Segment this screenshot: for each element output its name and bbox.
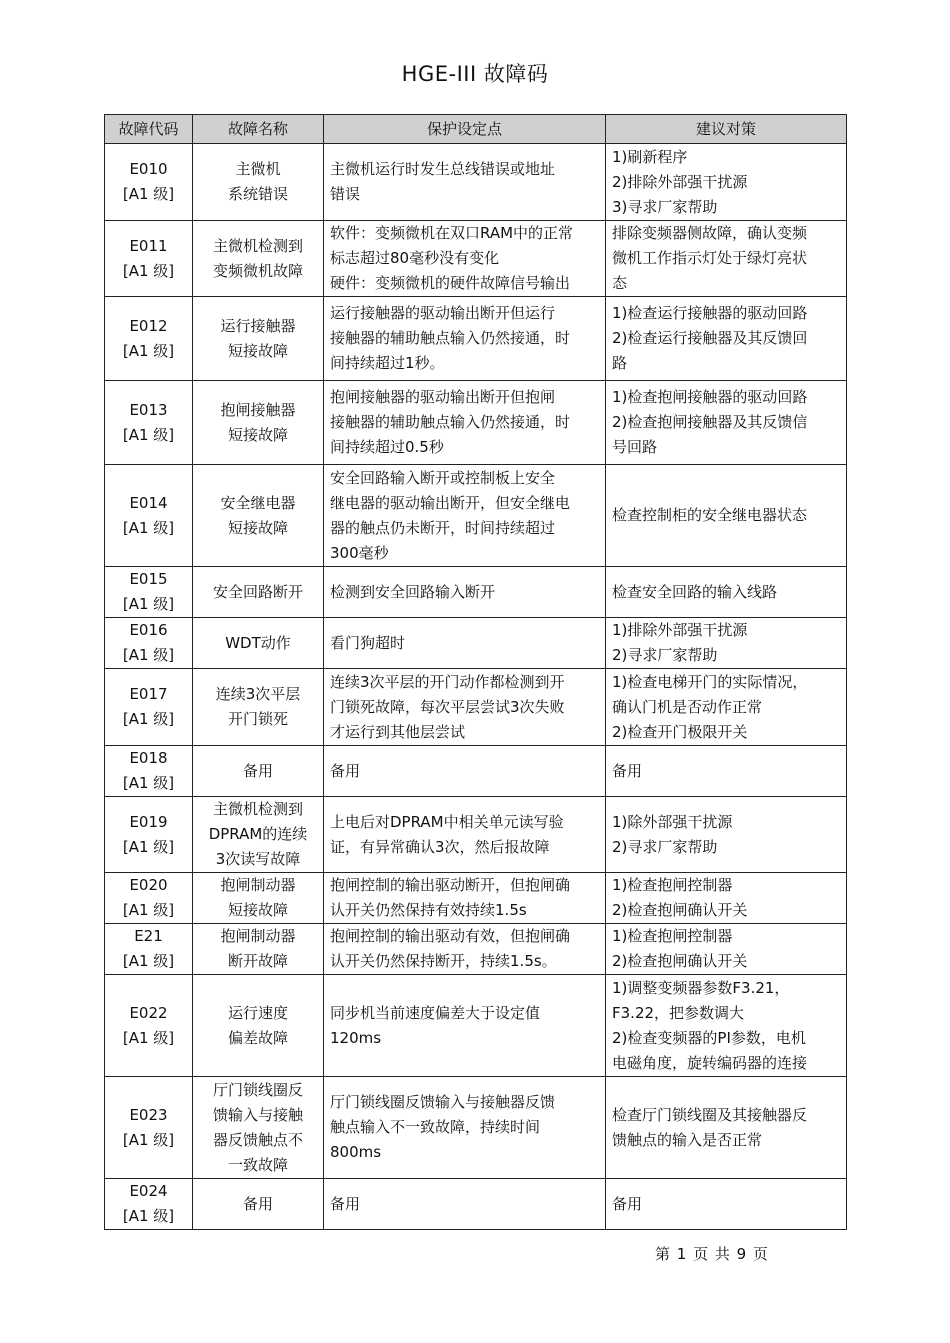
table-row (105, 618, 847, 669)
suggestion-cell (606, 746, 847, 797)
fault-name-line: 器反馈触点不 (212, 1130, 303, 1149)
fault-code-cell (105, 381, 193, 465)
table-row (105, 381, 847, 465)
fault-level: [A1 级] (122, 837, 175, 856)
table-row (105, 975, 847, 1077)
fault-name-cell (193, 618, 324, 669)
protection-point-cell (324, 567, 606, 618)
suggestion-line: 1)检查电梯开门的实际情况， (612, 672, 808, 691)
protection-point-line: 证，有异常确认3次，然后报故障 (330, 837, 550, 856)
protection-point-line: 软件：变频微机在双口RAM中的正常 (330, 224, 574, 242)
fault-name-cell (193, 465, 324, 567)
fault-code: E014 (129, 493, 168, 512)
fault-code: E015 (129, 570, 168, 588)
protection-point-line: 器的触点仍未断开，时间持续超过 (330, 518, 556, 537)
table-row (105, 797, 847, 873)
protection-point-line: 安全回路输入断开或控制板上安全 (330, 468, 556, 487)
suggestion-line: 检查安全回路的输入线路 (612, 582, 778, 601)
suggestion-line: 路 (612, 354, 628, 372)
fault-name-line: 备用 (242, 1194, 273, 1213)
fault-name-line: 抱闸制动器 (220, 876, 296, 894)
page-title: HGE-III 故障码 (401, 62, 549, 86)
protection-point-line: 上电后对DPRAM中相关单元读写验 (330, 812, 564, 831)
table-row (105, 221, 847, 297)
protection-point-cell (324, 797, 606, 873)
fault-code-cell (105, 618, 193, 669)
fault-name-line: 馈输入与接触 (212, 1105, 303, 1124)
protection-point-line: 120ms (330, 1028, 382, 1047)
protection-point-cell (324, 873, 606, 924)
suggestion-cell (606, 1077, 847, 1179)
suggestion-line: 1)检查抱闸接触器的驱动回路 (612, 388, 808, 406)
suggestion-cell (606, 465, 847, 567)
protection-point-line: 错误 (330, 185, 361, 203)
fault-level: [A1 级] (122, 1130, 175, 1149)
table-row (105, 746, 847, 797)
table-row (105, 567, 847, 618)
protection-point-line: 标志超过80毫秒没有变化 (330, 249, 500, 267)
suggestion-line: 1)排除外部强干扰源 (612, 621, 748, 639)
protection-point-cell (324, 381, 606, 465)
table-header-row (105, 115, 847, 144)
protection-point-line: 检测到安全回路输入断开 (330, 582, 496, 601)
fault-code-cell (105, 797, 193, 873)
fault-name-line: DPRAM的连续 (208, 825, 308, 843)
protection-point-line: 认开关仍然保持断开，持续1.5s。 (330, 952, 557, 970)
protection-point-line: 抱闸接触器的驱动输出断开但抱闸 (330, 388, 556, 406)
fault-code: E21 (134, 927, 163, 945)
protection-point-cell (324, 1179, 606, 1230)
fault-name-line: 抱闸接触器 (220, 400, 296, 419)
fault-code: E011 (129, 236, 168, 255)
fault-name-line: 安全继电器 (220, 493, 296, 512)
suggestion-line: 确认门机是否动作正常 (612, 697, 763, 716)
fault-code-cell (105, 746, 193, 797)
fault-level: [A1 级] (122, 710, 175, 728)
suggestion-line: 电磁角度，旋转编码器的连接 (612, 1053, 808, 1072)
protection-point-line: 运行接触器的驱动输出断开但运行 (330, 304, 556, 322)
suggestion-cell (606, 567, 847, 618)
protection-point-line: 间持续超过1秒。 (330, 354, 445, 372)
suggestion-line: 2)寻求厂家帮助 (612, 646, 718, 664)
fault-name-cell (193, 1077, 324, 1179)
table-row (105, 297, 847, 381)
protection-point-line: 备用 (330, 761, 361, 780)
fault-code: E016 (129, 621, 168, 639)
protection-point-line: 300毫秒 (330, 543, 389, 562)
fault-name-line: 运行接触器 (220, 316, 296, 335)
fault-name-line: 偏差故障 (227, 1028, 288, 1047)
suggestion-cell (606, 618, 847, 669)
fault-code: E013 (129, 400, 168, 419)
fault-name-cell (193, 873, 324, 924)
suggestion-cell (606, 797, 847, 873)
suggestion-line: 备用 (612, 761, 643, 780)
fault-level: [A1 级] (122, 646, 175, 664)
fault-name-line: 一致故障 (227, 1155, 288, 1174)
fault-code: E024 (129, 1182, 168, 1200)
protection-point-cell (324, 746, 606, 797)
fault-code: E019 (129, 812, 168, 831)
protection-point-line: 抱闸控制的输出驱动有效，但抱闸确 (330, 927, 571, 945)
fault-code-cell (105, 1179, 193, 1230)
fault-code: E010 (129, 160, 168, 178)
table-row (105, 144, 847, 221)
protection-point-line: 继电器的驱动输出断开，但安全继电 (330, 493, 571, 512)
suggestion-line: 检查控制柜的安全继电器状态 (612, 506, 808, 524)
protection-point-line: 接触器的辅助触点输入仍然接通，时 (330, 329, 571, 347)
protection-point-cell (324, 221, 606, 297)
suggestion-line: 态 (612, 274, 628, 292)
fault-name-line: 开门锁死 (227, 710, 288, 728)
suggestion-cell (606, 297, 847, 381)
fault-code-cell (105, 1077, 193, 1179)
suggestion-line: 检查厅门锁线圈及其接触器反 (612, 1105, 808, 1124)
fault-level: [A1 级] (122, 425, 175, 444)
table-row (105, 465, 847, 567)
protection-point-line: 接触器的辅助触点输入仍然接通，时 (330, 413, 571, 431)
suggestion-line: 1)刷新程序 (612, 147, 688, 166)
protection-point-cell (324, 975, 606, 1077)
protection-point-cell (324, 669, 606, 746)
fault-level: [A1 级] (122, 1028, 175, 1047)
fault-code-cell (105, 567, 193, 618)
fault-name-line: 短接故障 (227, 518, 288, 537)
suggestion-line: 2)检查抱闸确认开关 (612, 901, 748, 919)
suggestion-line: 2)排除外部强干扰源 (612, 172, 748, 191)
fault-level: [A1 级] (122, 901, 175, 919)
suggestion-line: 馈触点的输入是否正常 (612, 1130, 763, 1149)
fault-level: [A1 级] (122, 341, 175, 360)
page-footer: 第 1 页 共 9 页 (655, 1245, 768, 1263)
header-fault-code: 故障代码 (105, 115, 193, 144)
fault-code: E020 (129, 876, 168, 894)
fault-name-line: 安全回路断开 (212, 582, 303, 601)
fault-name-cell (193, 381, 324, 465)
suggestion-line: 3)寻求厂家帮助 (612, 197, 718, 216)
fault-name-line: 抱闸制动器 (220, 927, 296, 945)
protection-point-cell (324, 465, 606, 567)
suggestion-line: 备用 (612, 1194, 643, 1213)
fault-name-cell (193, 144, 324, 221)
fault-name-line: 运行速度 (227, 1003, 288, 1022)
suggestion-cell (606, 669, 847, 746)
fault-level: [A1 级] (122, 774, 175, 792)
protection-point-line: 抱闸控制的输出驱动断开，但抱闸确 (330, 876, 571, 894)
fault-level: [A1 级] (122, 595, 175, 613)
protection-point-line: 连续3次平层的开门动作都检测到开 (330, 672, 565, 691)
fault-name-line: 断开故障 (227, 952, 288, 970)
fault-name-cell (193, 1179, 324, 1230)
protection-point-line: 同步机当前速度偏差大于设定值 (330, 1003, 541, 1022)
protection-point-line: 看门狗超时 (330, 633, 406, 652)
fault-code-cell (105, 669, 193, 746)
suggestion-cell (606, 873, 847, 924)
protection-point-cell (324, 924, 606, 975)
suggestion-cell (606, 1179, 847, 1230)
suggestion-line: 2)检查抱闸接触器及其反馈信 (612, 413, 808, 431)
fault-level: [A1 级] (122, 952, 175, 970)
suggestion-line: 1)检查抱闸控制器 (612, 927, 733, 945)
protection-point-line: 主微机运行时发生总线错误或地址 (330, 160, 556, 178)
protection-point-line: 触点输入不一致故障，持续时间 (330, 1118, 541, 1136)
suggestion-cell (606, 144, 847, 221)
suggestion-line: 1)调整变频器参数F3.21， (612, 978, 790, 997)
fault-name-line: 变频微机故障 (212, 261, 303, 280)
fault-code-cell (105, 144, 193, 221)
protection-point-line: 备用 (330, 1194, 361, 1213)
protection-point-line: 门锁死故障，每次平层尝试3次失败 (330, 697, 565, 716)
suggestion-cell (606, 924, 847, 975)
fault-name-cell (193, 746, 324, 797)
fault-code: E023 (129, 1105, 168, 1124)
suggestion-line: 微机工作指示灯处于绿灯亮状 (612, 249, 808, 267)
fault-name-cell (193, 297, 324, 381)
suggestion-line: 号回路 (612, 438, 658, 456)
fault-name-line: 3次读写故障 (215, 850, 301, 868)
fault-name-cell (193, 221, 324, 297)
protection-point-line: 间持续超过0.5秒 (330, 438, 444, 456)
suggestion-line: F3.22，把参数调大 (612, 1003, 745, 1022)
fault-level: [A1 级] (122, 185, 175, 203)
fault-level: [A1 级] (122, 518, 175, 537)
fault-code: E012 (129, 316, 168, 335)
fault-name-cell (193, 924, 324, 975)
fault-name-line: 备用 (242, 761, 273, 780)
fault-name-line: 系统错误 (227, 185, 288, 203)
fault-name-line: 主微机检测到 (212, 800, 303, 818)
fault-name-line: 短接故障 (227, 425, 288, 444)
suggestion-line: 1)检查运行接触器的驱动回路 (612, 304, 808, 322)
protection-point-cell (324, 1077, 606, 1179)
fault-name-line: 短接故障 (227, 901, 288, 919)
suggestion-cell (606, 975, 847, 1077)
protection-point-line: 硬件：变频微机的硬件故障信号输出 (330, 274, 571, 292)
fault-name-line: 主微机 (235, 160, 281, 178)
suggestion-line: 2)寻求厂家帮助 (612, 837, 718, 856)
suggestion-line: 1)除外部强干扰源 (612, 812, 733, 831)
fault-code-cell (105, 975, 193, 1077)
suggestion-line: 2)检查抱闸确认开关 (612, 952, 748, 970)
table-row (105, 1077, 847, 1179)
fault-code-cell (105, 465, 193, 567)
fault-name-line: 短接故障 (227, 341, 288, 360)
fault-name-cell (193, 669, 324, 746)
suggestion-line: 2)检查运行接触器及其反馈回 (612, 329, 808, 347)
fault-code-cell (105, 221, 193, 297)
fault-name-line: 连续3次平层 (215, 685, 301, 703)
fault-name-cell (193, 567, 324, 618)
suggestion-line: 排除变频器侧故障，确认变频 (612, 224, 808, 242)
fault-name-line: WDT动作 (225, 633, 291, 652)
header-suggestion: 建议对策 (606, 115, 847, 144)
suggestion-cell (606, 381, 847, 465)
header-protection-point: 保护设定点 (324, 115, 606, 144)
fault-code-cell (105, 297, 193, 381)
fault-code-cell (105, 924, 193, 975)
protection-point-cell (324, 618, 606, 669)
fault-name-line: 主微机检测到 (212, 236, 303, 255)
fault-name-cell (193, 797, 324, 873)
protection-point-line: 800ms (330, 1143, 382, 1161)
protection-point-cell (324, 144, 606, 221)
fault-level: [A1 级] (122, 261, 175, 280)
fault-code-cell (105, 873, 193, 924)
suggestion-cell (606, 221, 847, 297)
fault-code: E018 (129, 749, 168, 767)
protection-point-cell (324, 297, 606, 381)
table-row (105, 669, 847, 746)
suggestion-line: 2)检查开门极限开关 (612, 722, 748, 741)
fault-level: [A1 级] (122, 1207, 175, 1225)
table-row (105, 873, 847, 924)
fault-name-cell (193, 975, 324, 1077)
suggestion-line: 2)检查变频器的PI参数，电机 (612, 1028, 806, 1047)
suggestion-line: 1)检查抱闸控制器 (612, 876, 733, 894)
fault-name-line: 厅门锁线圈反 (212, 1080, 303, 1099)
fault-code: E017 (129, 685, 168, 703)
protection-point-line: 厅门锁线圈反馈输入与接触器反馈 (330, 1093, 556, 1111)
table-row (105, 1179, 847, 1230)
protection-point-line: 才运行到其他层尝试 (330, 722, 466, 741)
fault-code: E022 (129, 1003, 168, 1022)
header-fault-name: 故障名称 (193, 115, 324, 144)
protection-point-line: 认开关仍然保持有效持续1.5s (330, 901, 527, 919)
fault-code-table (104, 114, 847, 1230)
table-row (105, 924, 847, 975)
